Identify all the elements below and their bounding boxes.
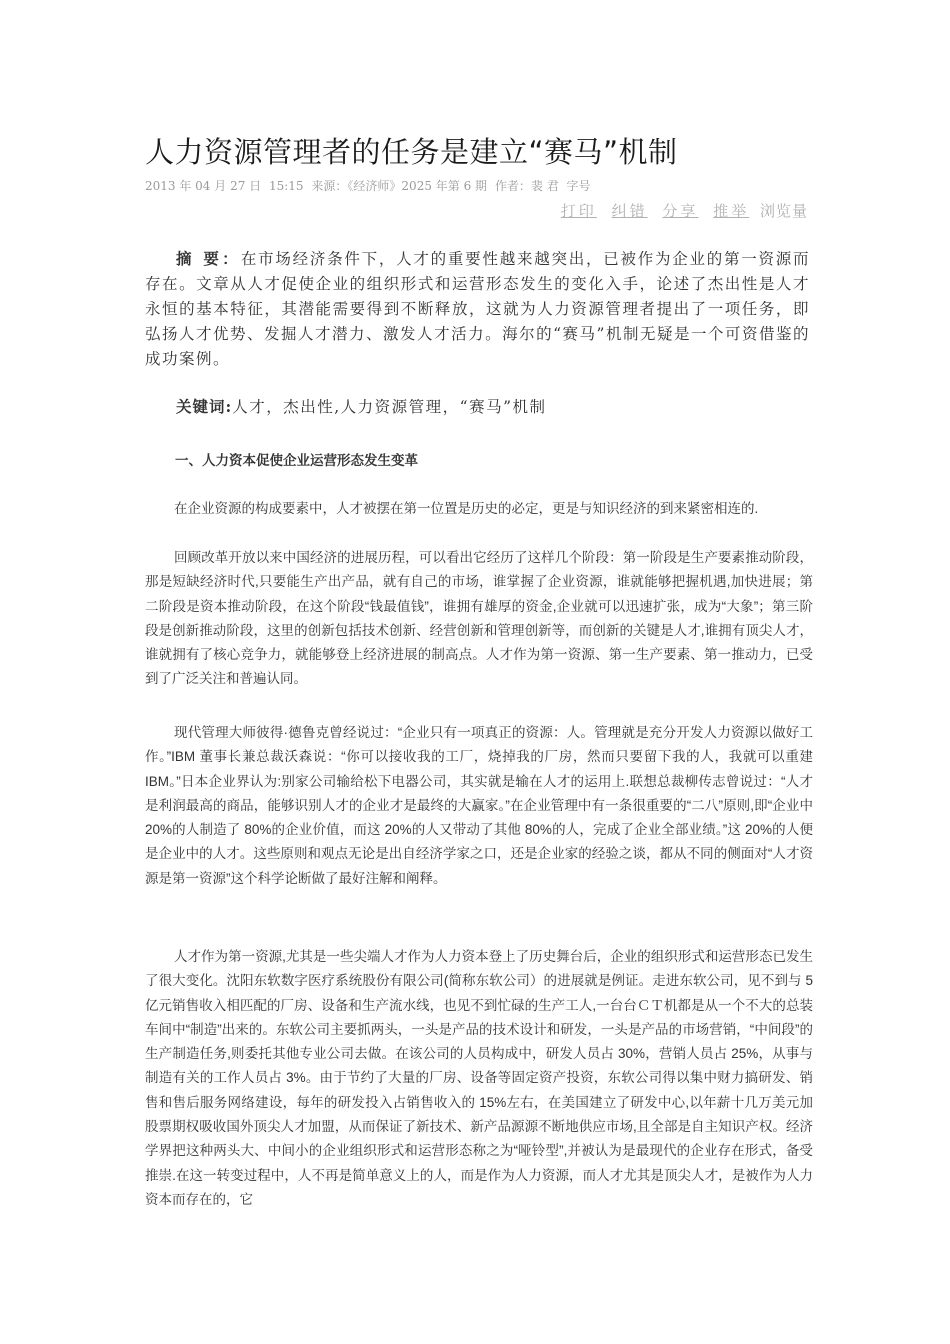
keywords-label: 关键词: xyxy=(176,397,233,416)
correct-link[interactable]: 纠错 xyxy=(611,202,648,220)
paragraph: 回顾改革开放以来中国经济的进展历程，可以看出它经历了这样几个阶段：第一阶段是生产要素推动阶段，那是短缺经济时代,只要能生产出产品，就有自己的市场，谁掌握了企业资源，谁就能够把握机遇,加快进展；第二阶段是资本推动阶段，在这个阶段“钱最值钱”，谁拥有雄厚的资金,企业就可以迅速扩张，成为“大象”；第三阶段是创新推动阶段，这里的创新包括技术创新、经营创新和管理创新等，而创新的关键是人才,谁拥有顶尖人才，谁就拥有了核心竞争力，就能够登上经济进展的制高点。人才作为第一资源、第一生产要素、第一推动力，已受到了广泛关注和普遍认同。 xyxy=(145,550,813,687)
views-label: 浏览量 xyxy=(759,202,808,220)
paragraph: 人才作为第一资源,尤其是一些尖端人才作为人力资本登上了历史舞台后，企业的组织形式和运营形态已发生了很大变化。沈阳东软数字医疗系统股份有限公司(简称东软公司）的进展就是例证。走进东软公司，见不到与 5 亿元销售收入相匹配的厂房、设备和生产流水线，也见不到忙碌的生产工人,一台台ＣＴ机都是从一个不大的总装车间中“制造”出来的。东软公司主要抓两头，一头是产品的技术设计和研发，一头是产品的市场营销，“中间段”的生产制造任务,则委托其他专业公司去做。在该公司的人员构成中，研发人员占 30%，营销人员占 25%，从事与制造有关的工作人员占 3%。由于节约了大量的厂房、设备等固定资产投资，东软公司得以集中财力搞研发、销售和售后服务网络建设，每年的研发投入占销售收入的 15%左右，在美国建立了研发中心,以年薪十几万美元加股票期权吸收国外顶尖人才加盟，从而保证了新技术、新产品源源不断地供应市场,且全部是自主知识产权。经济学界把这种两头大、中间小的企业组织形式和运营形态称之为“哑铃型”,并被认为是最现代的企业存在形式，备受推崇.在这一转变过程中，人不再是简单意义上的人，而是作为人力资源，而人才尤其是顶尖人才，是被作为人力资本而存在的，它 xyxy=(145,949,813,1207)
author-label: 作者： xyxy=(494,179,531,193)
abstract-label: 摘 要： xyxy=(176,249,241,268)
keywords-text: 人才，杰出性,人力资源管理，“赛马”机制 xyxy=(232,398,547,416)
paragraph: 现代管理大师彼得·德鲁克曾经说过：“企业只有一项真正的资源：人。管理就是充分开发人力资源以做好工作。”IBM 董事长兼总裁沃森说：“你可以接收我的工厂，烧掉我的厂房，然而只要留下我的人，我就可以重建 IBM。”日本企业界认为:别家公司输给松下电器公司，其实就是输在人才的运用上.联想总裁柳传志曾说过：“人才是利润最高的商品，能够识别人才的企业才是最终的大赢家。”在企业管理中有一条很重要的“二八”原则,即“企业中 20%的人制造了 80%的企业价值，而这 20%的人又带动了其他 80%的人，完成了企业全部业绩。”这 20%的人便是企业中的人才。这些原则和观点无论是出自经济学家之口，还是企业家的经验之谈，都从不同的侧面对“人才资源是第一资源”这个科学论断做了最好注解和阐释。 xyxy=(145,725,813,886)
share-link[interactable]: 分享 xyxy=(662,202,699,220)
publish-date: 2013 年 04 月 27 日 xyxy=(145,179,262,193)
keywords xyxy=(145,394,810,420)
source-value: 《经济师》2025 年第 6 期 xyxy=(347,179,488,193)
print-link[interactable]: 打印 xyxy=(560,202,597,220)
author-value: 裴 君 xyxy=(530,179,559,193)
article-title: 人力资源管理者的任务是建立“赛马”机制 xyxy=(145,135,678,169)
font-size-label[interactable]: 字号 xyxy=(566,179,591,193)
source-label: 来源： xyxy=(311,179,348,193)
publish-time: 15:15 xyxy=(268,179,304,193)
abstract-text: 在市场经济条件下，人才的重要性越来越突出，已被作为企业的第一资源而存在。文章从人才促使企业的组织形式和运营形态发生的变化入手，论述了杰出性是人才永恒的基本特征，其潜能需要得到不断释放，这就为人力资源管理者提出了一项任务，即弘扬人才优势、发掘人才潜力、激发人才活力。海尔的“赛马”机制无疑是一个可资借鉴的成功案例。 xyxy=(145,250,810,368)
section-heading: 一、人力资本促使企业运营形态发生变革 xyxy=(175,453,418,468)
article-actions xyxy=(551,201,808,221)
abstract xyxy=(145,246,810,372)
recommend-link[interactable]: 推举 xyxy=(713,202,750,220)
paragraph: 在企业资源的构成要素中，人才被摆在第一位置是历史的必定，更是与知识经济的到来紧密相连的. xyxy=(174,501,759,516)
article-meta xyxy=(145,178,815,194)
